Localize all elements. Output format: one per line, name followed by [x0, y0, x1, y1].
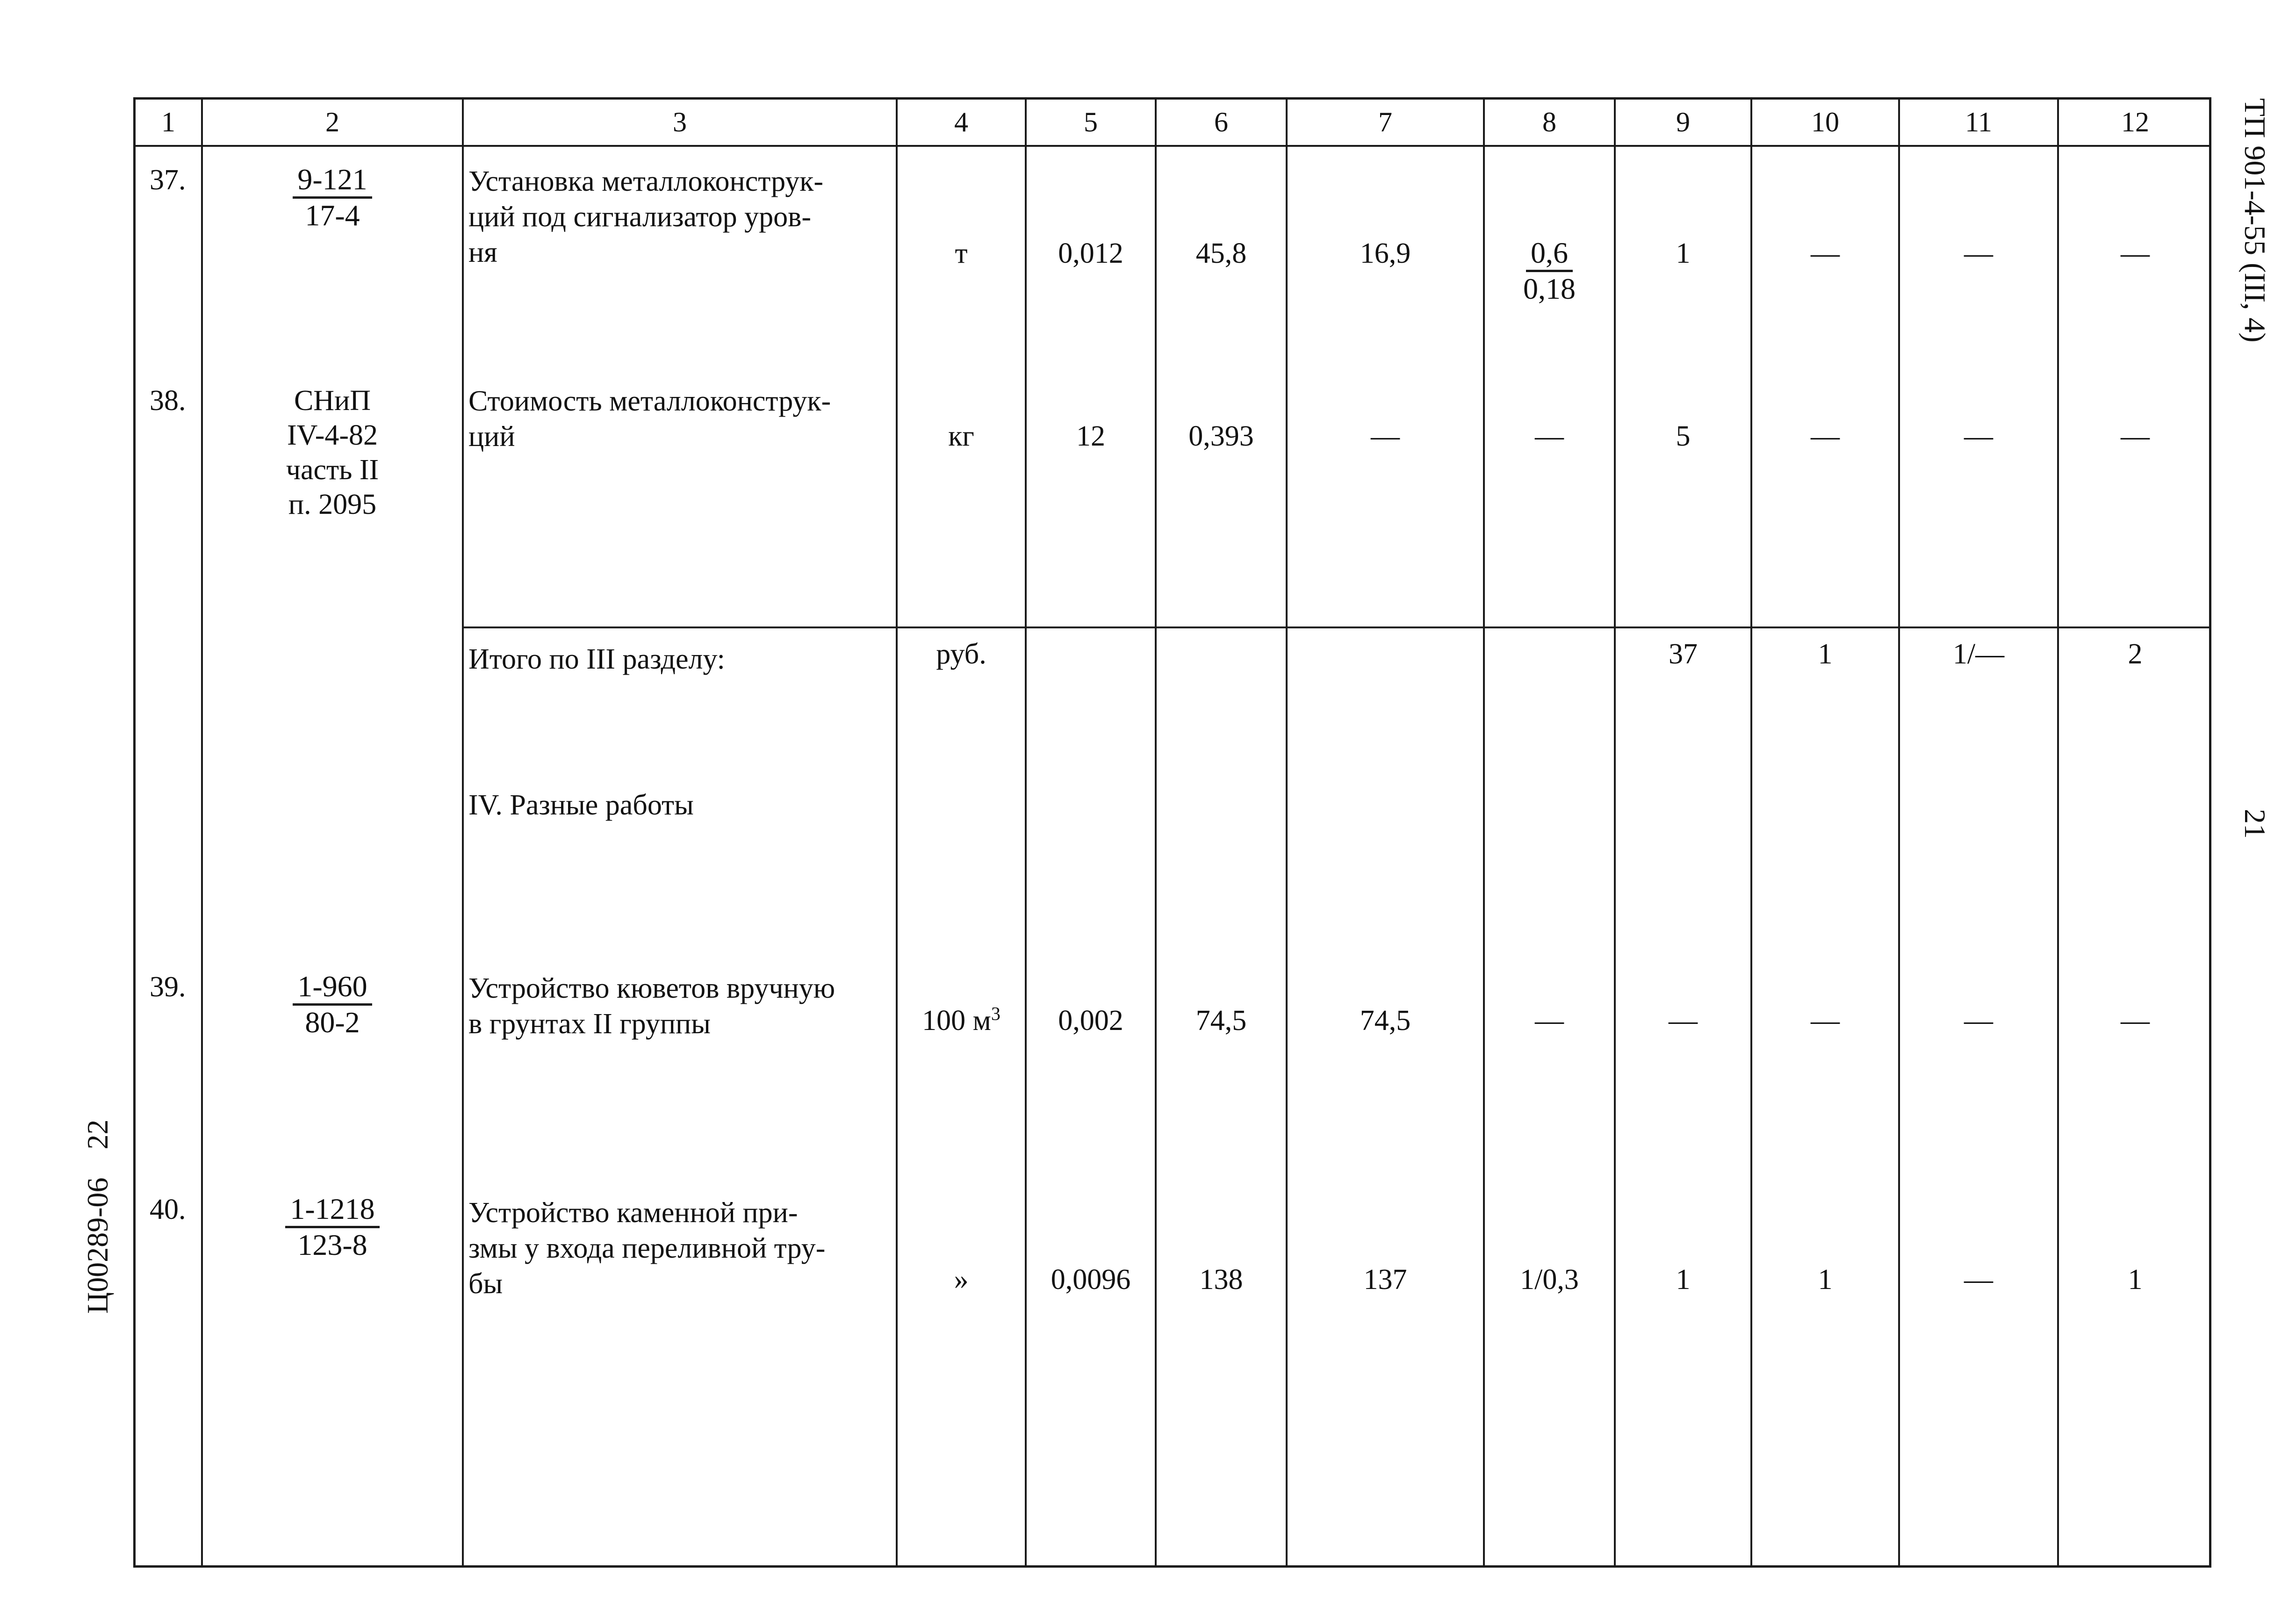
row-39-col12: — — [2121, 1005, 2150, 1037]
header-col-10: 10 — [1811, 107, 1839, 137]
row-38-description — [468, 383, 831, 454]
row-40-col9: 1 — [1676, 1264, 1691, 1296]
row-39-col8: — — [1535, 1005, 1564, 1037]
row-39-code-top: 1-960 — [293, 970, 372, 1006]
row-39-col5: 0,002 — [1058, 1005, 1123, 1037]
row-37-number: 37. — [150, 164, 186, 196]
row-40-col8: 1/0,3 — [1520, 1264, 1579, 1296]
row-37-col8 — [1485, 236, 1614, 306]
row-40-code — [203, 1192, 462, 1262]
header-col-5: 5 — [1084, 107, 1098, 137]
column-divider — [1025, 97, 1027, 1568]
row-37-description — [468, 164, 823, 270]
row-40-col12: 1 — [2128, 1264, 2143, 1296]
header-col-8: 8 — [1542, 107, 1556, 137]
column-divider — [201, 97, 203, 1568]
row-39-desc-line: Устройство кюветов вручную — [468, 972, 835, 1004]
header-col-1: 1 — [161, 107, 175, 137]
archive-code — [80, 1119, 115, 1314]
row-37-code-bottom: 17-4 — [305, 199, 360, 232]
row-40-col10: 1 — [1818, 1264, 1833, 1296]
section-3-total-col10: 1 — [1818, 638, 1833, 670]
header-col-11: 11 — [1965, 107, 1992, 137]
row-38-desc-line: Стоимость металлоконструк- — [468, 385, 831, 417]
row-39-code — [203, 970, 462, 1039]
row-37-col12: — — [2121, 238, 2150, 269]
row-38-col6: 0,393 — [1188, 420, 1254, 452]
column-divider — [1898, 97, 1900, 1568]
page-number-left: 22 — [81, 1119, 114, 1150]
row-38-desc-line: ций — [468, 421, 515, 453]
row-37-code-top: 9-121 — [293, 163, 372, 199]
row-37-col8-top: 0,6 — [1526, 236, 1573, 272]
document-code: ТП 901-4-55 (III, 4) — [2238, 98, 2272, 343]
row-37-col10: — — [1811, 238, 1840, 269]
header-col-3: 3 — [673, 107, 687, 137]
row-38-col12: — — [2121, 420, 2150, 452]
section-4-title: IV. Разные работы — [468, 789, 694, 821]
row-39-unit-exponent: 3 — [991, 1003, 1000, 1024]
row-37-col5: 0,012 — [1058, 238, 1123, 269]
row-37-col7: 16,9 — [1360, 238, 1411, 269]
header-col-6: 6 — [1214, 107, 1228, 137]
header-col-2: 2 — [325, 107, 339, 137]
row-38-col8: — — [1535, 420, 1564, 452]
header-divider — [133, 145, 2211, 147]
row-37-col9: 1 — [1676, 238, 1691, 269]
row-37-col8-bottom: 0,18 — [1523, 272, 1576, 305]
row-38-col7: — — [1371, 420, 1400, 452]
row-40-col6: 138 — [1199, 1264, 1243, 1296]
column-divider — [896, 97, 898, 1568]
header-col-4: 4 — [954, 107, 968, 137]
row-38-number: 38. — [150, 385, 186, 417]
row-37-unit: т — [955, 238, 968, 269]
row-40-unit: » — [954, 1264, 969, 1296]
row-37-desc-line: ня — [468, 237, 497, 268]
row-38-unit: кг — [948, 420, 974, 452]
row-40-col7: 137 — [1363, 1264, 1407, 1296]
row-37-code — [203, 163, 462, 232]
row-39-number: 39. — [150, 971, 186, 1003]
row-37-desc-line: Установка металлоконструк- — [468, 166, 824, 197]
row-37-col6: 45,8 — [1195, 238, 1247, 269]
row-40-code-top: 1-1218 — [285, 1192, 379, 1228]
row-40-description — [468, 1195, 825, 1302]
row-38-col10: — — [1811, 420, 1840, 452]
row-39-desc-line: в грунтах II группы — [468, 1008, 711, 1040]
row-38-code-line: часть II — [286, 454, 379, 486]
row-40-col11: — — [1964, 1264, 1993, 1296]
row-39-col10: — — [1811, 1005, 1840, 1037]
header-col-7: 7 — [1378, 107, 1392, 137]
subtotal-divider — [462, 626, 2211, 628]
row-38-col9: 5 — [1676, 420, 1691, 452]
row-38-code-line: IV-4-82 — [287, 419, 378, 451]
column-divider — [1750, 97, 1752, 1568]
row-39-col9: — — [1669, 1005, 1698, 1037]
row-38-code-line: п. 2095 — [288, 489, 377, 520]
row-38-code-line: СНиП — [294, 385, 371, 417]
header-col-9: 9 — [1676, 107, 1690, 137]
row-38-code — [203, 383, 462, 522]
row-37-col11: — — [1964, 238, 1993, 269]
column-divider — [1614, 97, 1616, 1568]
row-39-col6: 74,5 — [1195, 1005, 1247, 1037]
row-39-unit — [898, 1003, 1025, 1038]
row-38-col11: — — [1964, 420, 1993, 452]
column-divider — [1155, 97, 1157, 1568]
row-39-unit-base: 100 м — [922, 1005, 991, 1037]
row-38-col5: 12 — [1076, 420, 1105, 452]
row-40-number: 40. — [150, 1194, 186, 1225]
row-39-code-bottom: 80-2 — [305, 1006, 360, 1039]
section-3-total-col12: 2 — [2128, 638, 2143, 670]
column-divider — [2057, 97, 2059, 1568]
archive-code-text: Ц00289-06 — [81, 1177, 114, 1314]
column-divider — [1286, 97, 1288, 1568]
column-divider — [1483, 97, 1485, 1568]
row-39-description — [468, 971, 835, 1042]
section-3-total-col11: 1/— — [1952, 638, 2005, 670]
section-3-total-unit: руб. — [936, 638, 986, 670]
column-divider — [462, 97, 464, 1568]
section-3-total-label: Итого по III разделу: — [468, 643, 725, 675]
row-40-desc-line: змы у входа переливной тру- — [468, 1232, 826, 1264]
page-number-right: 21 — [2238, 809, 2272, 839]
row-37-desc-line: ций под сигнализатор уров- — [468, 201, 812, 233]
section-3-total-col9: 37 — [1669, 638, 1698, 670]
row-40-desc-line: Устройство каменной при- — [468, 1197, 798, 1229]
row-40-code-bottom: 123-8 — [297, 1228, 367, 1261]
row-39-col7: 74,5 — [1360, 1005, 1411, 1037]
row-39-col11: — — [1964, 1005, 1993, 1037]
row-40-col5: 0,0096 — [1051, 1264, 1131, 1296]
header-col-12: 12 — [2121, 107, 2149, 137]
row-40-desc-line: бы — [468, 1268, 503, 1300]
